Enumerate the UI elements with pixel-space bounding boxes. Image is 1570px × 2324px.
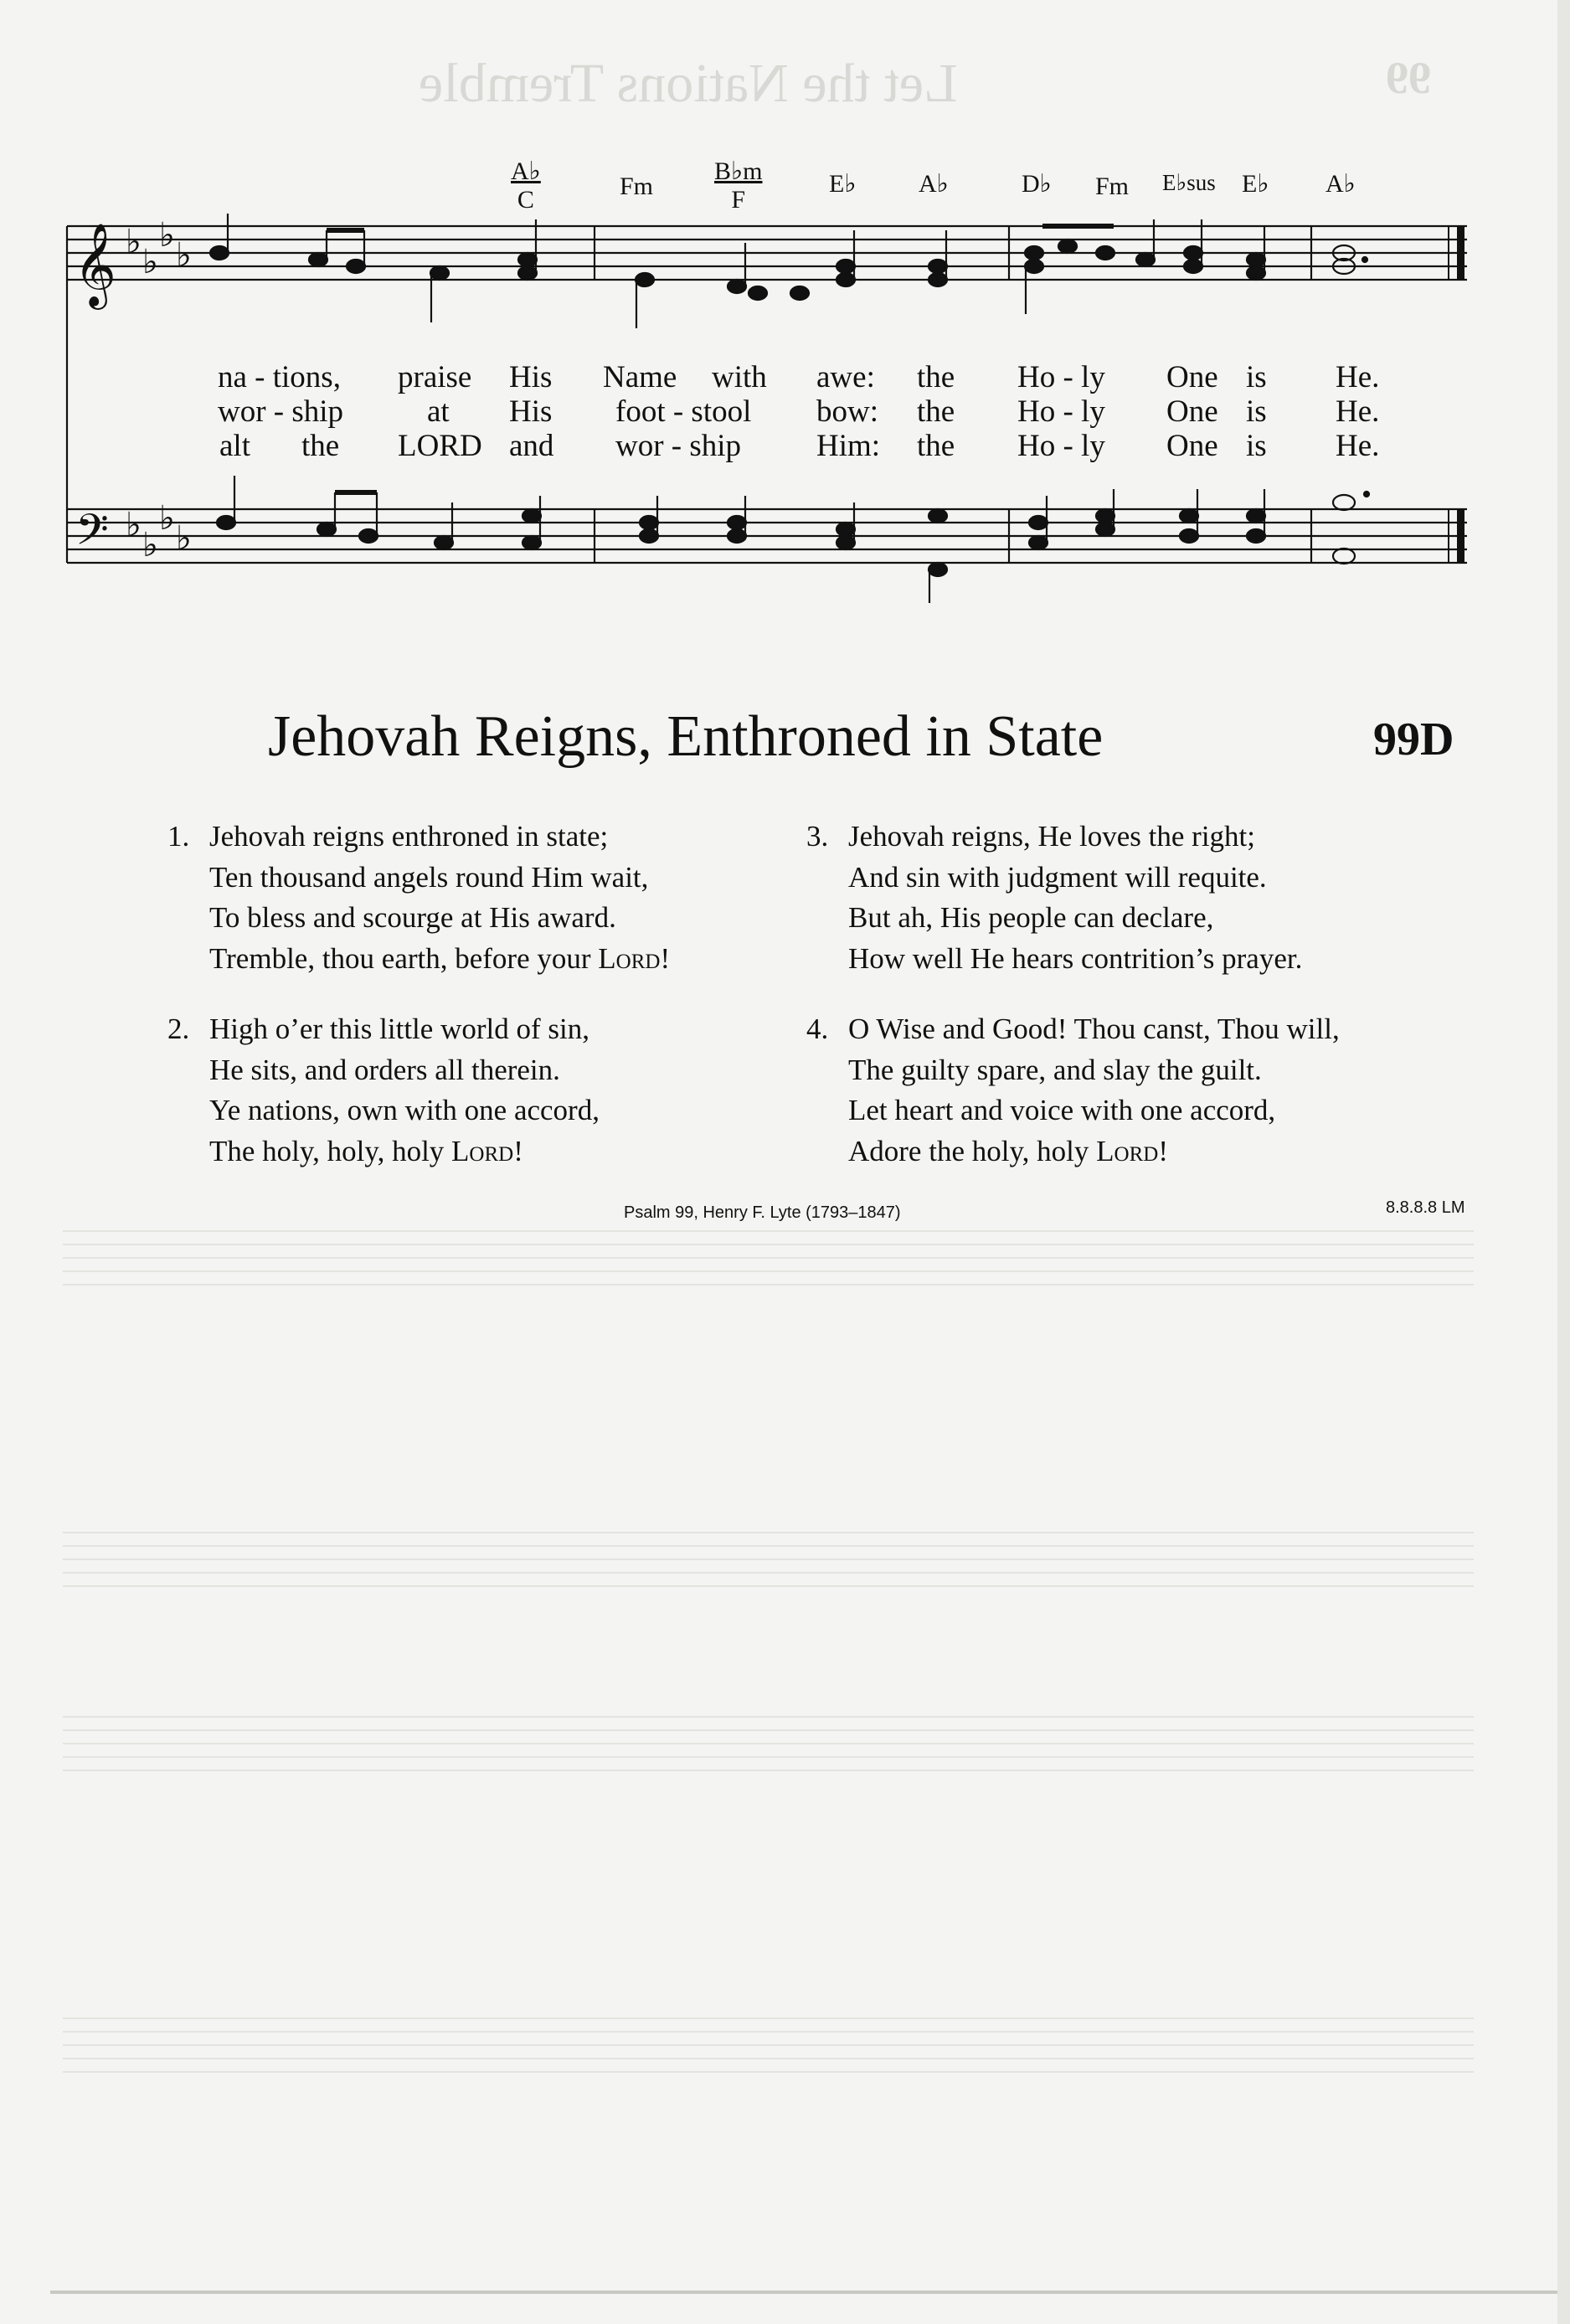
chord-symbol: B♭m F [714,157,763,214]
stanza-line: How well He hears contrition’s prayer. [848,941,1303,975]
music-notation [0,0,1570,636]
show-through-header: Let the Nations Tremble [419,53,958,114]
stanza-line: Ten thousand angels round Him wait, [209,860,649,894]
chord-symbol: Fm [620,173,654,200]
stanza-line: But ah, His people can declare, [848,901,1214,934]
hymn-number: 99D [1373,714,1454,765]
stanza-line: The guilty spare, and slay the guilt. [848,1053,1262,1086]
music-system [0,0,1570,636]
lyric-line-3: alt the LORD and wor - ship Him: the Ho - ly One is He. [219,429,1380,463]
stanza-line: He sits, and orders all therein. [209,1053,560,1086]
chord-symbol: A♭ [1325,170,1356,198]
stanza-number: 4. [806,1013,829,1045]
svg-text:𝄞: 𝄞 [74,223,116,307]
chord-symbol: Fm [1095,173,1130,200]
svg-text:♭: ♭ [126,506,142,544]
stanza-line: Jehovah reigns enthroned in state; [209,820,609,853]
svg-text:𝄢: 𝄢 [75,504,109,565]
svg-text:♭: ♭ [159,216,175,255]
stanza-line: To bless and scourge at His award. [209,901,616,934]
chord-symbol: A♭ [919,170,949,198]
hymn-title: Jehovah Reigns, Enthroned in State [268,704,1104,769]
chord-symbol: E♭sus [1162,170,1216,195]
chord-symbol: D♭ [1022,170,1052,198]
chord-symbol: A♭ C [511,157,541,214]
stanza-2 [167,1009,600,1172]
chord-symbol: E♭ [829,170,857,198]
svg-text:♭: ♭ [142,526,158,564]
text-source-credit: Psalm 99, Henry F. Lyte (1793–1847) [624,1203,901,1222]
lyric-line-1: na - tions, praise His Name with awe: the Ho - ly One is He. [218,360,1380,394]
stanza-1 [167,817,671,979]
stanza-line: Ye nations, own with one accord, [209,1094,600,1126]
svg-text:♭: ♭ [176,519,192,558]
stanza-number: 2. [167,1013,190,1045]
stanza-3 [806,817,1303,979]
svg-text:♭: ♭ [126,223,142,261]
stanza-line: Jehovah reigns, He loves the right; [848,820,1256,853]
page-bottom-edge [50,2291,1557,2294]
stanza-line: High o’er this little world of sin, [209,1013,589,1045]
stanza-line: The holy, holy, holy Lord! [209,1134,523,1167]
lyric-line-2: wor - ship at His foot - stool bow: the Ho - ly One is He. [218,394,1380,429]
stanza-line: And sin with judgment will requite. [848,860,1267,894]
svg-text:♭: ♭ [176,236,192,275]
stanza-number: 1. [167,820,190,853]
stanza-4 [806,1009,1340,1172]
svg-text:♭: ♭ [159,499,175,538]
stanza-line: O Wise and Good! Thou canst, Thou will, [848,1013,1340,1045]
chord-symbol: E♭ [1242,170,1269,198]
meter-label: 8.8.8.8 LM [1386,1198,1465,1217]
stanza-line: Tremble, thou earth, before your Lord! [209,941,671,975]
show-through-number: 99 [1386,53,1431,103]
stanza-line: Let heart and voice with one accord, [848,1094,1276,1126]
svg-text:♭: ♭ [142,243,158,281]
stanza-number: 3. [806,820,829,853]
stanza-line: Adore the holy, holy Lord! [848,1134,1168,1167]
